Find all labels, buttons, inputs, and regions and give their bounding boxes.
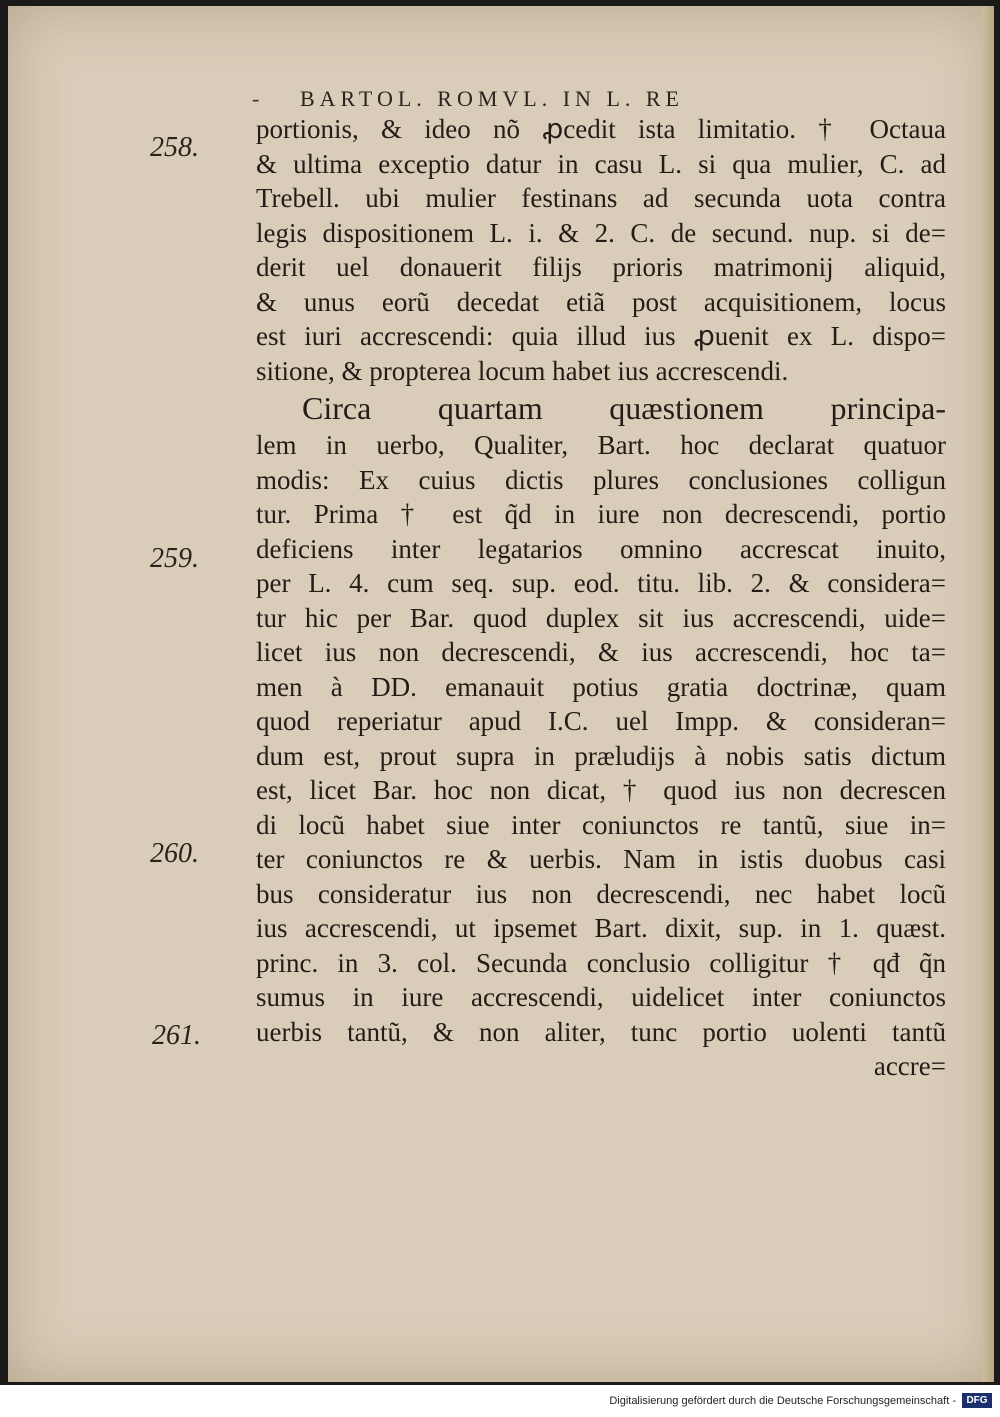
text-line: derit uel donauerit filijs prioris matrimonij aliquid, <box>256 252 946 282</box>
text-line: portionis, & ideo nõ ꝓcedit ista limitatio. † Octaua <box>256 114 946 144</box>
running-head: BARTOL. ROMVL. IN L. RE <box>300 86 684 111</box>
margin-number-260: 260. <box>150 838 199 869</box>
text-line: quod reperiatur apud I.C. uel Impp. & consideran= <box>256 706 946 736</box>
text-line: & ultima exceptio datur in casu L. si qua mulier, C. ad <box>256 148 946 179</box>
margin-number-258: 258. <box>150 132 199 163</box>
text-line: uerbis tantũ, & non aliter, tunc portio uolenti tantũ <box>256 1016 946 1047</box>
text-line: di locũ habet siue inter coniunctos re tantũ, siue in= <box>256 809 946 840</box>
text-line: deficiens inter legatarios omnino accrescat inuito, <box>256 533 946 564</box>
running-head-dash: - <box>252 86 260 111</box>
text-line: licet ius non decrescendi, & ius accrescendi, hoc ta= <box>256 637 946 667</box>
text-line: tur. Prima † est q̃d in iure non decrescendi, portio <box>256 499 946 529</box>
text-line: legis dispositionem L. i. & 2. C. de secund. nup. si de= <box>256 217 946 248</box>
text-line: Trebell. ubi mulier festinans ad secunda uota contra <box>256 183 946 213</box>
text-line: est iuri accrescendi: quia illud ius ꝓuenit ex L. dispo= <box>256 321 946 351</box>
catchword: accre= <box>873 1051 946 1081</box>
text-line: sitione, & propterea locum habet ius accrescendi. <box>256 355 789 386</box>
footer-bar <box>0 1385 1000 1417</box>
margin-number-261: 261. <box>152 1020 201 1051</box>
text-line: ter coniunctos re & uerbis. Nam in istis duobus casi <box>256 844 946 874</box>
text-line: dum est, prout supra in præludijs à nobis satis dictum <box>256 740 946 771</box>
text-line: sumus in iure accrescendi, uidelicet inter coniunctos <box>256 982 946 1012</box>
text-line: est, licet Bar. hoc non dicat, † quod ius non decrescen <box>256 775 946 805</box>
body-text <box>256 112 946 1084</box>
text-line: modis: Ex cuius dictis plures conclusiones colligun <box>256 464 946 495</box>
text-line: princ. in 3. col. Secunda conclusio colligitur † qđ q̃n <box>256 947 946 978</box>
text-line: bus consideratur ius non decrescendi, nec habet locũ <box>256 878 946 909</box>
text-line: men à DD. emanauit potius gratia doctrinæ, quam <box>256 671 946 702</box>
text-line: tur hic per Bar. quod duplex sit ius accrescendi, uide= <box>256 602 946 633</box>
text-line: & unus eorũ decedat etiã post acquisitionem, locus <box>256 286 946 317</box>
text-line: ius accrescendi, ut ipsemet Bart. dixit, sup. in 1. quæst. <box>256 913 946 943</box>
margin-number-259: 259. <box>150 543 199 574</box>
page-edge <box>982 6 994 1382</box>
text-line: lem in uerbo, Qualiter, Bart. hoc declarat quatuor <box>256 430 946 460</box>
text-line: per L. 4. cum seq. sup. eod. titu. lib. 2. & considera= <box>256 568 946 598</box>
dfg-logo-icon: DFG <box>962 1393 992 1408</box>
paragraph-opening-line: Circa quartam quæstionem principa- <box>302 390 946 426</box>
footer-credit: Digitalisierung gefördert durch die Deutsche Forschungsgemeinschaft - <box>609 1395 956 1407</box>
